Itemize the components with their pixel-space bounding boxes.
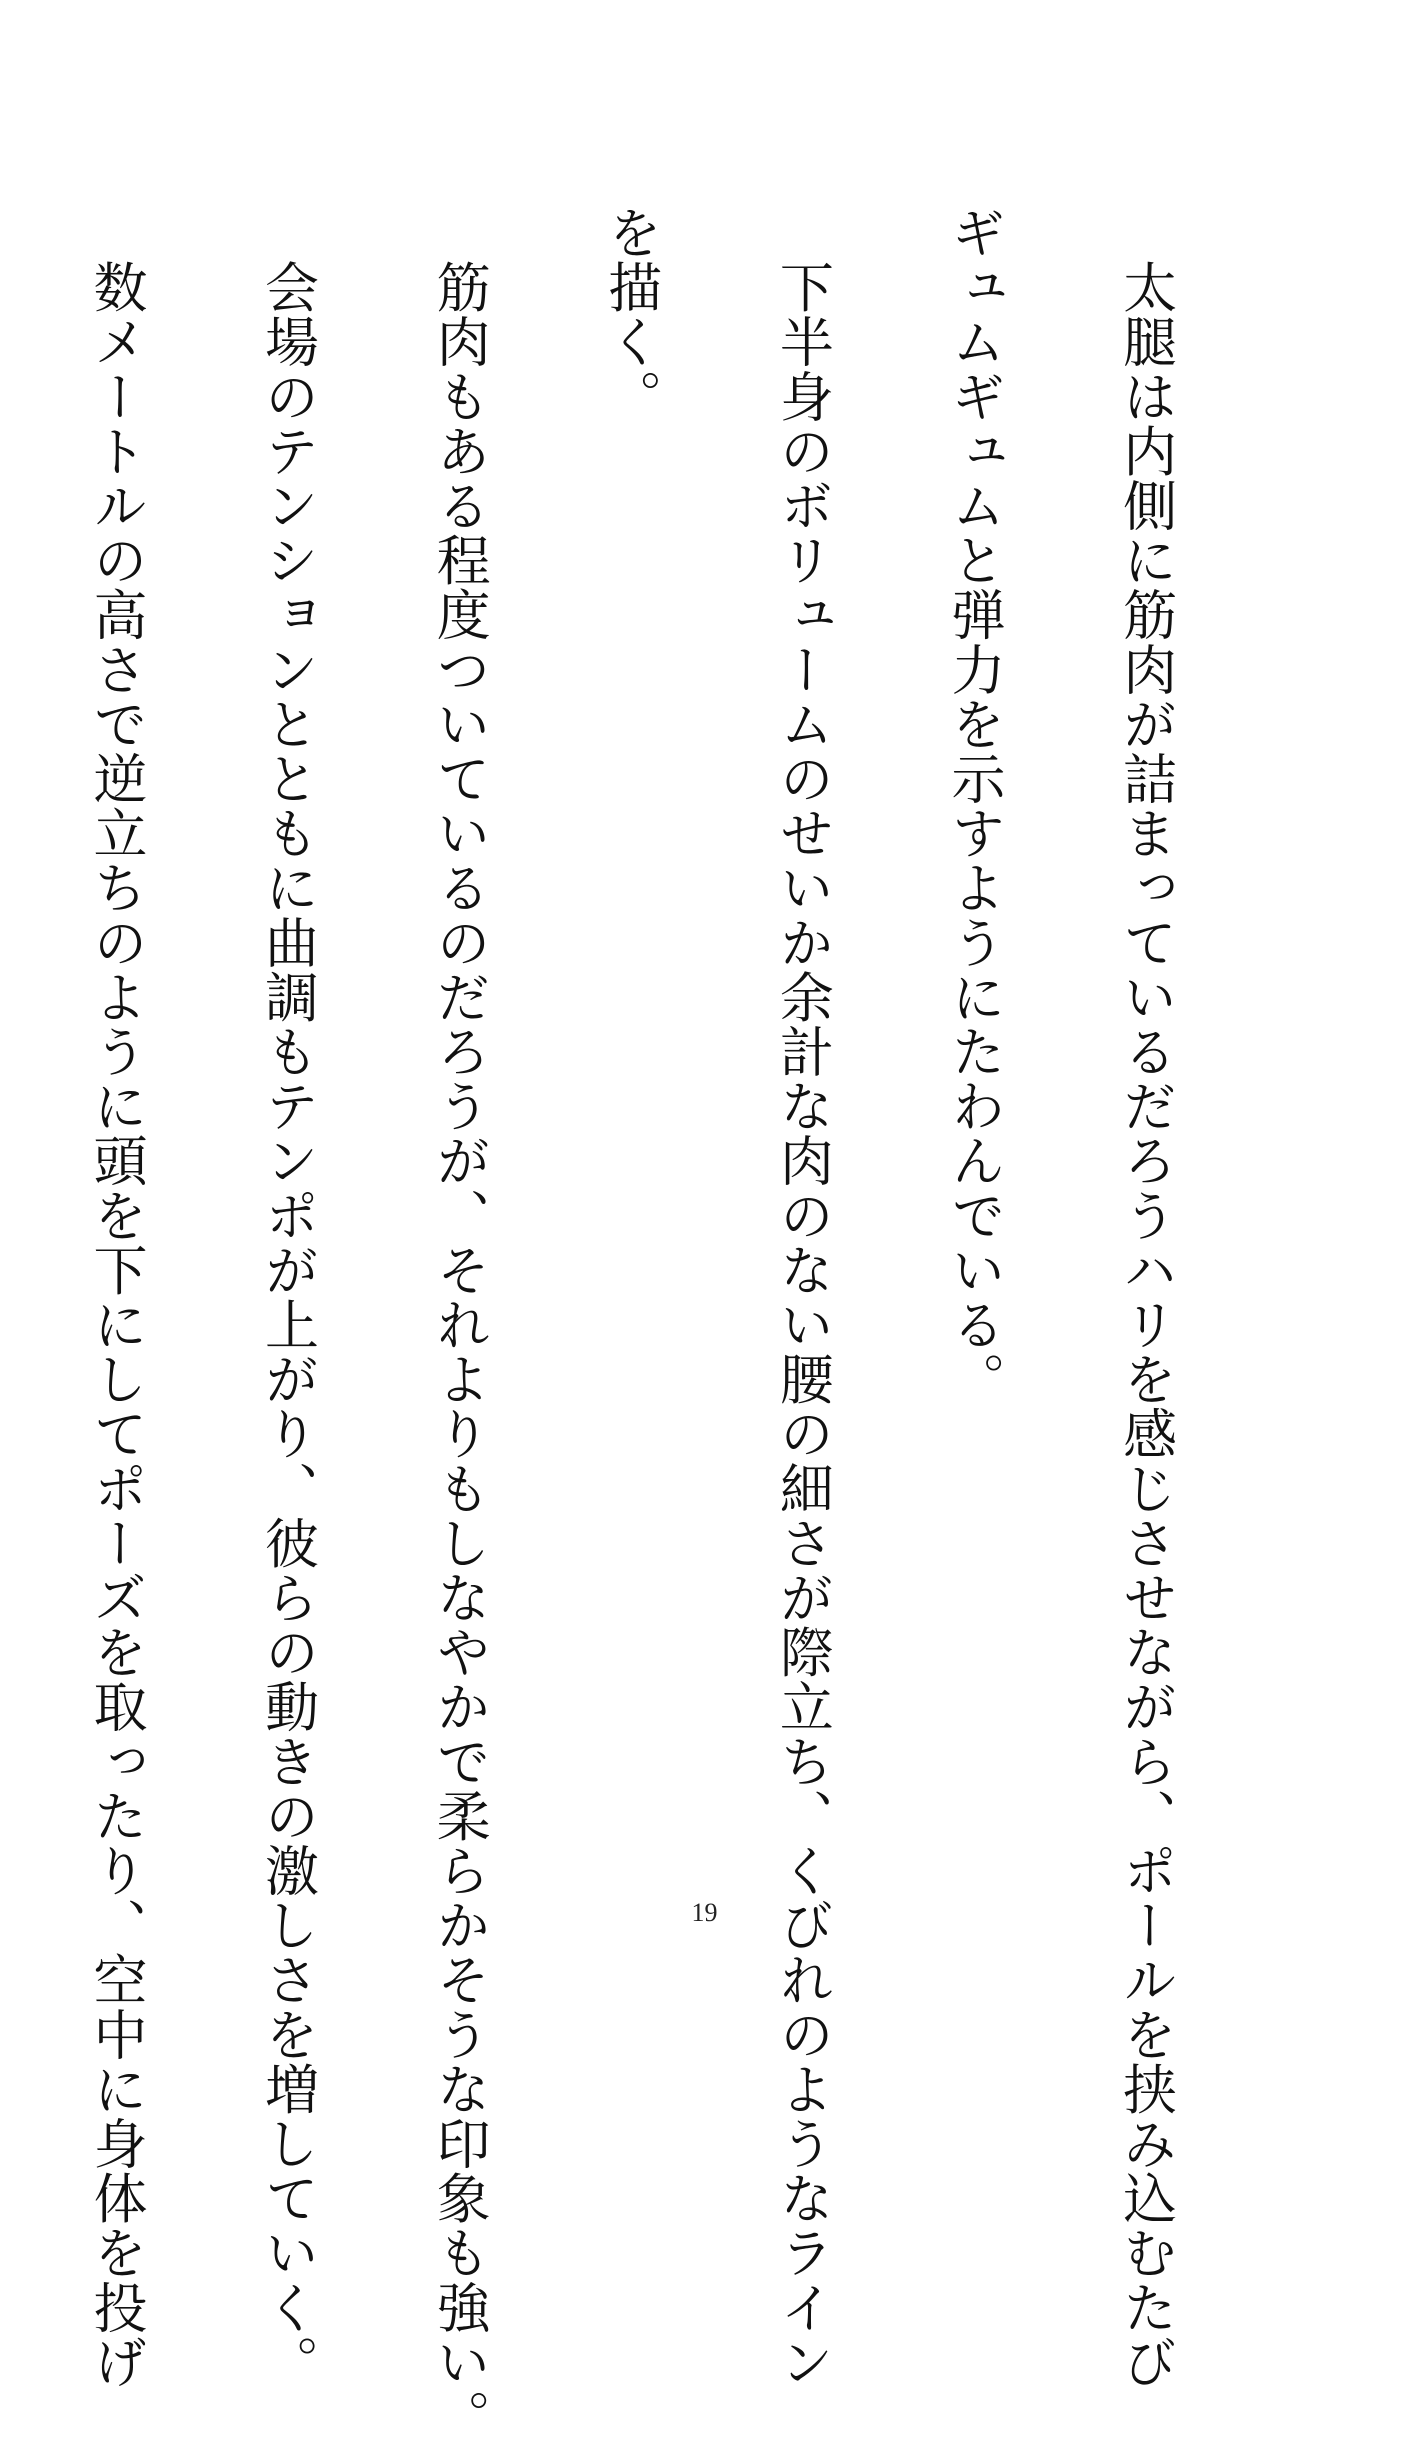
text-line: を描く。 — [599, 205, 663, 424]
text-line: 数メートルの高さで逆立ちのように頭を下にしてポーズを取ったり、空中に身体を投げ — [84, 205, 148, 2389]
page-number: 19 — [691, 1898, 718, 1927]
text-line: 下半身のボリュームのせいか余計な肉のない腰の細さが際立ち、くびれのようなライン — [771, 205, 835, 2389]
text-line: 筋肉もある程度ついているのだろうが、それよりもしなやかで柔らかそうな印象も強い。 — [428, 205, 492, 2444]
text-line: ギュムギュムと弾力を示すようにたわんでいる。 — [942, 205, 1006, 1407]
text-line: 会場のテンションとともに曲調もテンポが上がり、彼らの動きの激しさを増していく。 — [256, 205, 320, 2389]
text-line: 太腿は内側に筋肉が詰まっているだろうハリを感じさせながら、ポールを挟み込むたび — [1114, 205, 1178, 2389]
